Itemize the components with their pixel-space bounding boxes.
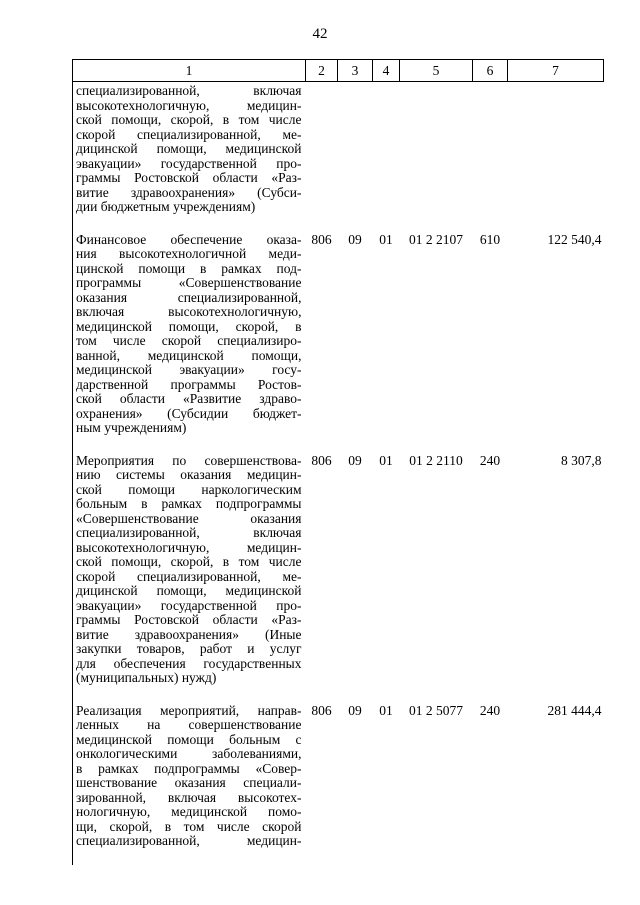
budget-table [72, 59, 604, 865]
row-description [73, 702, 306, 865]
description-line: граммы Ростовской области «Раз- [76, 170, 302, 185]
description-line: ской помощи, скорой, в том числе [76, 554, 302, 569]
description-line: ленных на совершенствование [76, 717, 302, 732]
row-description [73, 452, 306, 702]
cell-section: 09 [348, 702, 362, 718]
header-cell-6: 6 [473, 60, 508, 82]
description-line: нию системы оказания медицин- [76, 467, 302, 482]
description-line: дицинской помощи, медицинской [76, 141, 302, 156]
header-cell-4: 4 [373, 60, 400, 82]
description-line: ской помощи наркологическим [76, 481, 302, 497]
cell-section: 09 [348, 452, 362, 468]
description-line: высокотехнологичную, медицин- [76, 97, 302, 113]
cell-subsection: 01 [379, 702, 393, 718]
cell-target-article: 01 2 2110 [409, 452, 463, 468]
description-line: дии бюджетным учреждениям) [76, 199, 256, 214]
header-cell-2: 2 [306, 60, 338, 82]
description-line: Мероприятия по совершенствова- [76, 452, 302, 468]
description-line: дицинской помощи, медицинской [76, 583, 302, 598]
description-line: больным в рамках подпрограммы [76, 496, 302, 511]
cell-section [338, 82, 373, 231]
cell-target-article: 01 2 2107 [409, 231, 463, 247]
description-line: медицинской эвакуации» госу- [76, 362, 302, 377]
description-line: нологичную, медицинской помо- [76, 804, 302, 819]
description-line: ния высокотехнологичной меди- [76, 246, 302, 261]
description-line: для обеспечения государственных [76, 655, 302, 671]
cell-amount [508, 82, 604, 231]
description-line: онкологическими заболеваниями, [76, 746, 302, 761]
description-line: специализированной, включая [76, 525, 302, 540]
description-line: скорой специализированной, ме- [76, 126, 302, 142]
row-description [73, 231, 306, 452]
cell-subsection [373, 82, 400, 231]
header-cell-7: 7 [508, 60, 604, 82]
description-line: охранения» (Субсидии бюджет- [76, 405, 302, 421]
description-line: закупки товаров, работ и услуг [76, 641, 302, 656]
description-line: «Совершенствование оказания [76, 510, 302, 526]
description-line: шенствование оказания специали- [76, 775, 302, 790]
cell-expense-type: 240 [479, 702, 501, 718]
table-row [73, 452, 604, 702]
header-cell-5: 5 [400, 60, 473, 82]
cell-ministry: 806 [311, 702, 332, 718]
description-line: оказания специализированной, [76, 289, 302, 305]
row-description [73, 82, 306, 231]
description-line: витие здравоохранения» (Субси- [76, 184, 302, 200]
cell-amount: 122 540,4 [547, 231, 602, 247]
description-line: цинской помощи в рамках под- [76, 260, 302, 276]
description-line: специализированной, включая [76, 83, 302, 98]
header-cell-3: 3 [338, 60, 373, 82]
cell-target-article: 01 2 5077 [409, 702, 463, 718]
description-line: Реализация мероприятий, направ- [76, 702, 302, 718]
description-line: граммы Ростовской области «Раз- [76, 612, 302, 627]
cell-subsection: 01 [379, 231, 393, 247]
table-row [73, 82, 604, 231]
description-line: ской области «Развитие здраво- [76, 391, 302, 406]
description-line: медицинской помощи, скорой, в [76, 318, 302, 334]
cell-target-article [400, 82, 473, 231]
description-line: ванной, медицинской помощи, [76, 347, 302, 363]
page-number: 42 [312, 26, 328, 42]
cell-expense-type [473, 82, 508, 231]
cell-expense-type: 610 [479, 231, 501, 247]
cell-section: 09 [348, 231, 362, 247]
description-line: зированной, включая высокотех- [76, 789, 302, 805]
table-row [73, 702, 604, 865]
description-line: включая высокотехнологичную, [76, 304, 302, 319]
cell-amount: 281 444,4 [547, 702, 602, 718]
cell-amount: 8 307,8 [561, 452, 602, 468]
table-header-row [73, 60, 604, 82]
description-line: в рамках подпрограммы «Совер- [76, 760, 302, 776]
cell-ministry [306, 82, 338, 231]
description-line: том числе скорой специализиро- [76, 333, 302, 348]
description-line: эвакуации» государственной про- [76, 155, 302, 171]
header-cell-1: 1 [73, 60, 306, 82]
description-line: эвакуации» государственной про- [76, 597, 302, 613]
table-row [73, 231, 604, 452]
description-line: программы «Совершенствование [76, 275, 302, 290]
description-line: медицинской помощи больным с [76, 731, 302, 747]
cell-ministry: 806 [311, 452, 332, 468]
description-line: дарственной программы Ростов- [76, 376, 302, 392]
description-line: Финансовое обеспечение оказа- [76, 231, 302, 247]
cell-subsection: 01 [379, 452, 393, 468]
cell-expense-type: 240 [479, 452, 501, 468]
description-line: ным учреждениям) [76, 420, 187, 435]
description-line: высокотехнологичную, медицин- [76, 539, 302, 555]
description-line: витие здравоохранения» (Иные [76, 626, 302, 642]
description-line: щи, скорой, в том числе скорой [76, 818, 302, 834]
description-line: ской помощи, скорой, в том числе [76, 112, 302, 127]
description-line: (муниципальных) нужд) [76, 670, 217, 685]
description-line: скорой специализированной, ме- [76, 568, 302, 584]
cell-ministry: 806 [311, 231, 332, 247]
description-line: специализированной, медицин- [76, 833, 302, 848]
